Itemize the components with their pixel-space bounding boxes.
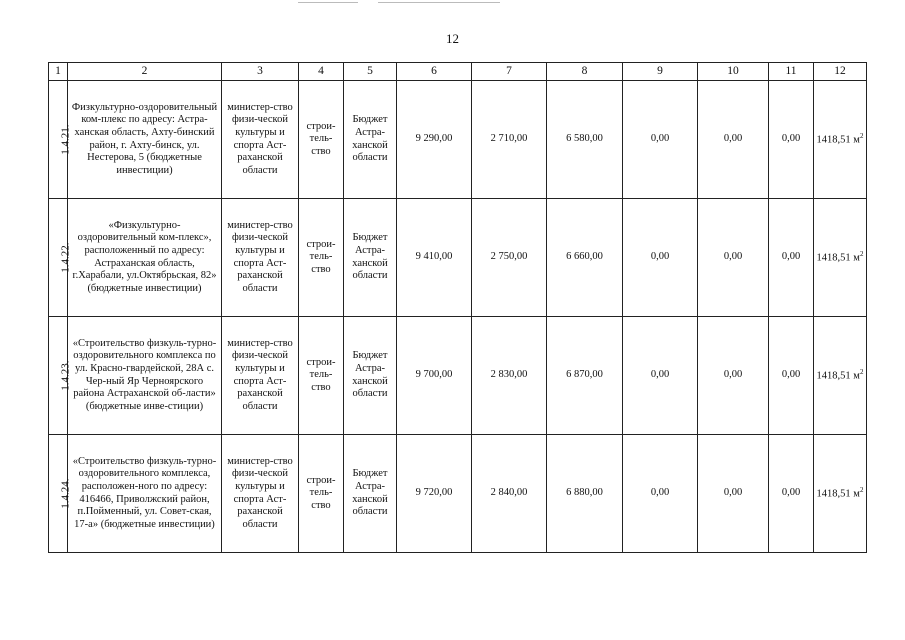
funding-source: Бюджет Астра-ханской области [344, 199, 397, 317]
column-header: 1 [49, 63, 68, 81]
row-number-cell [49, 317, 72, 435]
value-col6: 9 720,00 [397, 435, 472, 553]
value-col9: 0,00 [623, 317, 698, 435]
funding-source: Бюджет Астра-ханской области [344, 435, 397, 553]
value-col9: 0,00 [623, 199, 698, 317]
value-col6: 9 700,00 [397, 317, 472, 435]
table-row [49, 435, 867, 553]
top-rule-right [378, 2, 500, 3]
value-col10: 0,00 [698, 81, 769, 199]
row-number: 1.4.21. [59, 124, 72, 155]
capacity-cell [814, 81, 867, 199]
value-col8: 6 660,00 [547, 199, 623, 317]
column-header: 5 [344, 63, 397, 81]
value-col6: 9 290,00 [397, 81, 472, 199]
unit-superscript: 2 [859, 131, 864, 140]
responsible-ministry: министер-ство физи-ческой культуры и спорта Аст-раханской области [222, 199, 299, 317]
capacity-cell [814, 317, 867, 435]
object-name: «Физкультурно-оздоровительный ком-плекс», расположенный по адресу: Астраханская область, г.Харабали, ул.Октябрьская, 82» (бюджетные инвестиции) [68, 199, 222, 317]
value-col7: 2 840,00 [472, 435, 547, 553]
unit-superscript: 2 [859, 249, 864, 258]
row-number-cell [49, 435, 72, 553]
row-number-cell [49, 81, 72, 199]
funding-source: Бюджет Астра-ханской области [344, 317, 397, 435]
row-number: 1.4.22. [59, 242, 72, 273]
row-number: 1.4.23. [59, 360, 72, 391]
work-type: строи-тель-ство [299, 317, 344, 435]
column-header: 3 [222, 63, 299, 81]
table-row [49, 199, 867, 317]
column-header: 4 [299, 63, 344, 81]
responsible-ministry: министер-ство физи-ческой культуры и спорта Аст-раханской области [222, 317, 299, 435]
responsible-ministry: министер-ство физи-ческой культуры и спорта Аст-раханской области [222, 81, 299, 199]
value-col7: 2 750,00 [472, 199, 547, 317]
value-col8: 6 880,00 [547, 435, 623, 553]
column-header: 10 [698, 63, 769, 81]
column-header: 9 [623, 63, 698, 81]
work-type: строи-тель-ство [299, 199, 344, 317]
work-type: строи-тель-ство [299, 435, 344, 553]
column-header: 8 [547, 63, 623, 81]
value-col9: 0,00 [623, 435, 698, 553]
column-header: 2 [68, 63, 222, 81]
value-col7: 2 830,00 [472, 317, 547, 435]
capacity-value: 1418,51 м [816, 134, 860, 146]
value-col11: 0,00 [769, 199, 814, 317]
capacity-cell [814, 199, 867, 317]
value-col8: 6 870,00 [547, 317, 623, 435]
funding-source: Бюджет Астра-ханской области [344, 81, 397, 199]
capacity-cell [814, 435, 867, 553]
value-col10: 0,00 [698, 199, 769, 317]
column-header: 11 [769, 63, 814, 81]
row-number: 1.4.24. [59, 478, 72, 509]
value-col11: 0,00 [769, 435, 814, 553]
work-type: строи-тель-ство [299, 81, 344, 199]
investment-table [48, 62, 867, 553]
value-col6: 9 410,00 [397, 199, 472, 317]
value-col10: 0,00 [698, 317, 769, 435]
responsible-ministry: министер-ство физи-ческой культуры и спорта Аст-раханской области [222, 435, 299, 553]
capacity-value: 1418,51 м [816, 252, 860, 264]
table-row [49, 317, 867, 435]
value-col10: 0,00 [698, 435, 769, 553]
column-header: 6 [397, 63, 472, 81]
unit-superscript: 2 [859, 485, 864, 494]
column-header: 12 [814, 63, 867, 81]
column-header: 7 [472, 63, 547, 81]
value-col9: 0,00 [623, 81, 698, 199]
unit-superscript: 2 [859, 367, 864, 376]
header-row [49, 63, 867, 81]
value-col7: 2 710,00 [472, 81, 547, 199]
page-number: 12 [446, 31, 459, 46]
capacity-value: 1418,51 м [816, 488, 860, 500]
value-col11: 0,00 [769, 81, 814, 199]
object-name: «Строительство физкуль-турно-оздоровительного комплекса, расположен-ного по адресу: 416466, Приволжский район, п.Пойменный, ул. Совет-ская, 17-а» (бюджетные инвестиции) [68, 435, 222, 553]
value-col8: 6 580,00 [547, 81, 623, 199]
row-number-cell [49, 199, 72, 317]
capacity-value: 1418,51 м [816, 370, 860, 382]
object-name: Физкультурно-оздоровительный ком-плекс по адресу: Астра-ханская область, Ахту-бинский район, г. Ахту-бинск, ул. Нестерова, 5 (бюджетные инвестиции) [68, 81, 222, 199]
object-name: «Строительство физкуль-турно-оздоровительного комплекса по ул. Красно-гвардейской, 28А с. Чер-ный Яр Черноярского района Астраханской об-ласти» (бюджетные инве-стиции) [68, 317, 222, 435]
top-rule-left [298, 2, 358, 3]
value-col11: 0,00 [769, 317, 814, 435]
table-row [49, 81, 867, 199]
